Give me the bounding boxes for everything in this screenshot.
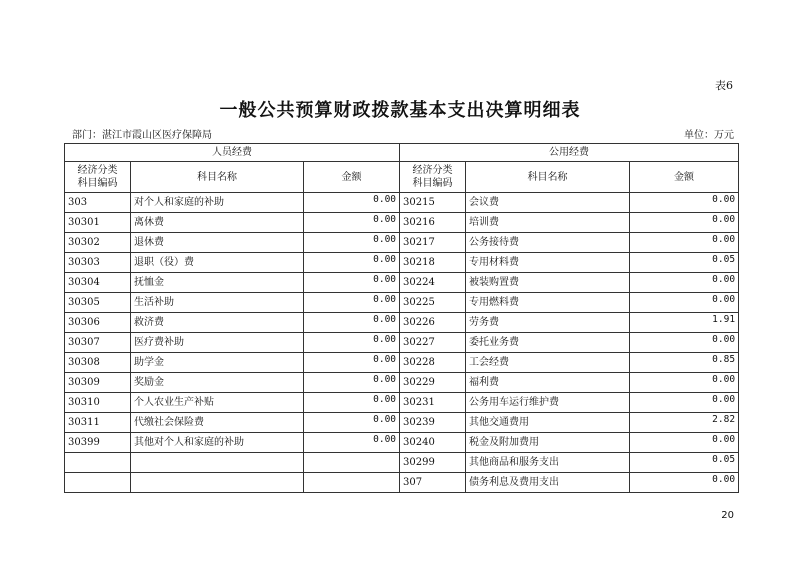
left-code-cell: 30307 [65, 333, 131, 353]
right-code-cell: 30231 [400, 393, 466, 413]
left-code-cell: 30302 [65, 233, 131, 253]
left-code-cell: 30399 [65, 433, 131, 453]
left-amount-cell: 0.00 [304, 193, 400, 213]
right-amount-cell: 1.91 [630, 313, 739, 333]
right-amount-cell: 0.00 [630, 193, 739, 213]
right-code-cell: 30227 [400, 333, 466, 353]
right-code-cell: 30216 [400, 213, 466, 233]
table-row [65, 213, 739, 233]
table-number: 表6 [715, 79, 733, 92]
left-amount-cell: 0.00 [304, 233, 400, 253]
right-amount-cell: 0.00 [630, 233, 739, 253]
table-row [65, 193, 739, 213]
left-name-cell: 生活补助 [131, 293, 304, 313]
right-amount-cell: 0.85 [630, 353, 739, 373]
table-row [65, 273, 739, 293]
left-code-cell: 30301 [65, 213, 131, 233]
right-name-cell: 债务利息及费用支出 [466, 473, 630, 493]
right-code-cell: 30215 [400, 193, 466, 213]
table-row [65, 253, 739, 273]
right-amount-cell: 2.82 [630, 413, 739, 433]
left-name-cell: 个人农业生产补贴 [131, 393, 304, 413]
left-name-cell: 助学金 [131, 353, 304, 373]
left-name-cell [131, 453, 304, 473]
left-code-cell: 30310 [65, 393, 131, 413]
left-amount-cell: 0.00 [304, 413, 400, 433]
left-code-header [65, 162, 131, 193]
right-code-header [400, 162, 466, 193]
left-name-cell: 其他对个人和家庭的补助 [131, 433, 304, 453]
table-row [65, 473, 739, 493]
left-code-cell: 30303 [65, 253, 131, 273]
left-amount-cell: 0.00 [304, 313, 400, 333]
column-header-row [65, 162, 739, 193]
left-name-header: 科目名称 [131, 162, 304, 193]
right-name-cell: 税金及附加费用 [466, 433, 630, 453]
personnel-header: 人员经费 [65, 144, 400, 162]
left-name-cell: 退职（役）费 [131, 253, 304, 273]
right-name-cell: 专用燃料费 [466, 293, 630, 313]
left-code-cell: 30308 [65, 353, 131, 373]
left-name-cell: 抚恤金 [131, 273, 304, 293]
table-row [65, 413, 739, 433]
right-code-cell: 30229 [400, 373, 466, 393]
right-amount-cell: 0.00 [630, 273, 739, 293]
left-code-cell: 303 [65, 193, 131, 213]
left-amount-cell: 0.00 [304, 433, 400, 453]
left-name-cell: 退休费 [131, 233, 304, 253]
department-label: 部门：湛江市霞山区医疗保障局 [72, 130, 212, 141]
right-name-cell: 专用材料费 [466, 253, 630, 273]
table-row [65, 293, 739, 313]
left-code-cell: 30311 [65, 413, 131, 433]
left-name-cell: 奖励金 [131, 373, 304, 393]
right-code-cell: 30226 [400, 313, 466, 333]
right-name-cell: 福利费 [466, 373, 630, 393]
right-amount-cell: 0.00 [630, 433, 739, 453]
right-amount-cell: 0.00 [630, 393, 739, 413]
left-amount-cell: 0.00 [304, 353, 400, 373]
table-row [65, 433, 739, 453]
right-name-cell: 劳务费 [466, 313, 630, 333]
right-name-cell: 其他交通费用 [466, 413, 630, 433]
left-code-cell: 30306 [65, 313, 131, 333]
left-code-cell: 30304 [65, 273, 131, 293]
left-name-cell: 救济费 [131, 313, 304, 333]
table-row [65, 393, 739, 413]
left-name-cell: 医疗费补助 [131, 333, 304, 353]
right-name-cell: 工会经费 [466, 353, 630, 373]
right-name-cell: 委托业务费 [466, 333, 630, 353]
left-amount-cell: 0.00 [304, 333, 400, 353]
table-row [65, 373, 739, 393]
left-amount-cell: 0.00 [304, 273, 400, 293]
right-amount-cell: 0.00 [630, 473, 739, 493]
table-row [65, 353, 739, 373]
left-code-cell: 30305 [65, 293, 131, 313]
right-amount-cell: 0.00 [630, 213, 739, 233]
left-name-cell [131, 473, 304, 493]
left-code-cell [65, 453, 131, 473]
right-code-cell: 30239 [400, 413, 466, 433]
code-header-line2: 科目编码 [77, 178, 118, 189]
left-amount-cell: 0.00 [304, 373, 400, 393]
group-header-row [65, 144, 739, 162]
code-header-line1: 经济分类 [412, 165, 453, 176]
right-code-cell: 30240 [400, 433, 466, 453]
left-name-cell: 对个人和家庭的补助 [131, 193, 304, 213]
page-number: 20 [721, 510, 734, 521]
table-row [65, 233, 739, 253]
left-code-cell [65, 473, 131, 493]
expenditure-table [64, 143, 739, 493]
right-code-cell: 307 [400, 473, 466, 493]
right-code-cell: 30228 [400, 353, 466, 373]
right-name-cell: 其他商品和服务支出 [466, 453, 630, 473]
table-row [65, 333, 739, 353]
right-code-cell: 30218 [400, 253, 466, 273]
right-code-cell: 30299 [400, 453, 466, 473]
right-code-cell: 30225 [400, 293, 466, 313]
left-name-cell: 离休费 [131, 213, 304, 233]
right-code-cell: 30224 [400, 273, 466, 293]
code-header-line1: 经济分类 [77, 165, 118, 176]
right-name-cell: 培训费 [466, 213, 630, 233]
right-name-cell: 被装购置费 [466, 273, 630, 293]
left-amount-cell: 0.00 [304, 253, 400, 273]
right-amount-header: 金额 [630, 162, 739, 193]
right-amount-cell: 0.00 [630, 373, 739, 393]
right-name-cell: 公务用车运行维护费 [466, 393, 630, 413]
right-name-cell: 公务接待费 [466, 233, 630, 253]
left-code-cell: 30309 [65, 373, 131, 393]
right-amount-cell: 0.05 [630, 253, 739, 273]
unit-label: 单位：万元 [684, 130, 734, 141]
left-amount-cell [304, 453, 400, 473]
right-name-header: 科目名称 [466, 162, 630, 193]
table-row [65, 313, 739, 333]
left-amount-cell: 0.00 [304, 293, 400, 313]
left-amount-cell: 0.00 [304, 393, 400, 413]
left-amount-cell [304, 473, 400, 493]
right-amount-cell: 0.00 [630, 333, 739, 353]
code-header-line2: 科目编码 [412, 178, 453, 189]
right-amount-cell: 0.05 [630, 453, 739, 473]
left-amount-header: 金额 [304, 162, 400, 193]
right-name-cell: 会议费 [466, 193, 630, 213]
right-amount-cell: 0.00 [630, 293, 739, 313]
right-code-cell: 30217 [400, 233, 466, 253]
left-amount-cell: 0.00 [304, 213, 400, 233]
page-title: 一般公共预算财政拨款基本支出决算明细表 [219, 100, 581, 121]
table-row [65, 453, 739, 473]
left-name-cell: 代缴社会保险费 [131, 413, 304, 433]
public-header: 公用经费 [400, 144, 739, 162]
